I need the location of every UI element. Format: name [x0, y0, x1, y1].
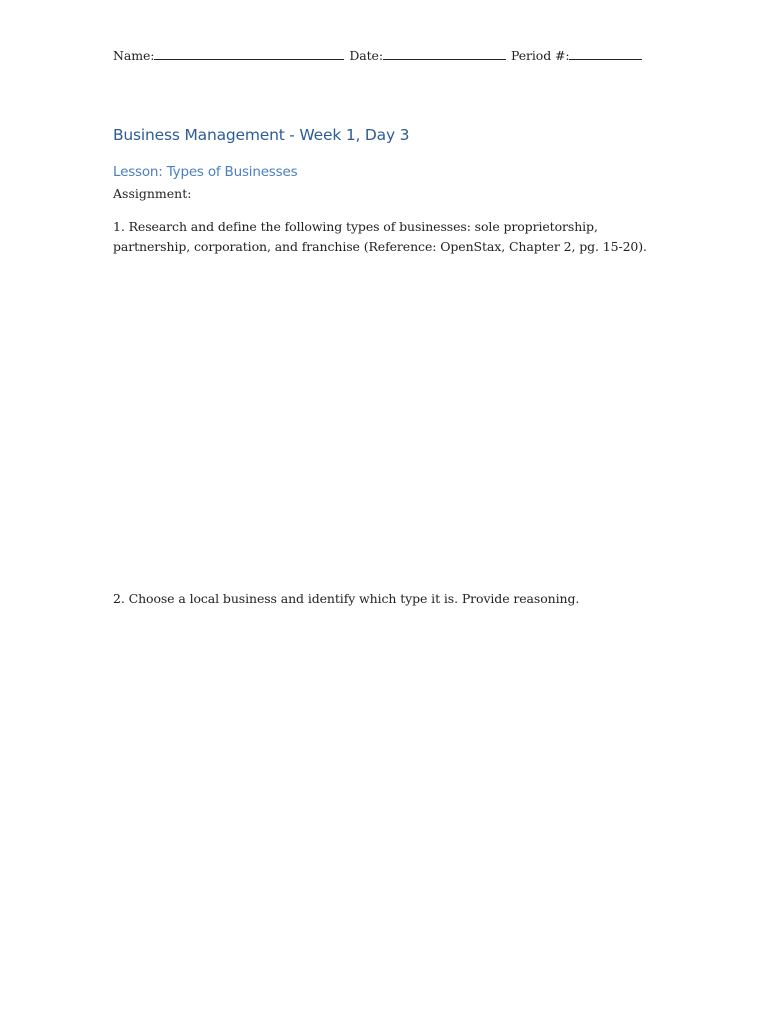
name-label: Name: [113, 48, 155, 63]
question-2: 2. Choose a local business and identify which type it is. Provide reasoning. [113, 591, 580, 606]
period-label: Period #: [510, 48, 570, 63]
name-blank[interactable] [154, 47, 344, 60]
question-1: 1. Research and define the following types of businesses: sole proprietorship, partnership, corporation, and franchise (Reference: OpenStax, Chapter 2, pg. 15-20). [113, 219, 647, 254]
date-label: Date: [349, 48, 383, 63]
document-title: Business Management - Week 1, Day 3 [113, 126, 410, 144]
date-blank[interactable] [383, 47, 506, 60]
student-info-line [113, 47, 642, 65]
period-blank[interactable] [569, 47, 642, 60]
lesson-heading: Lesson: Types of Businesses [113, 164, 298, 180]
assignment-label: Assignment: [113, 186, 192, 201]
